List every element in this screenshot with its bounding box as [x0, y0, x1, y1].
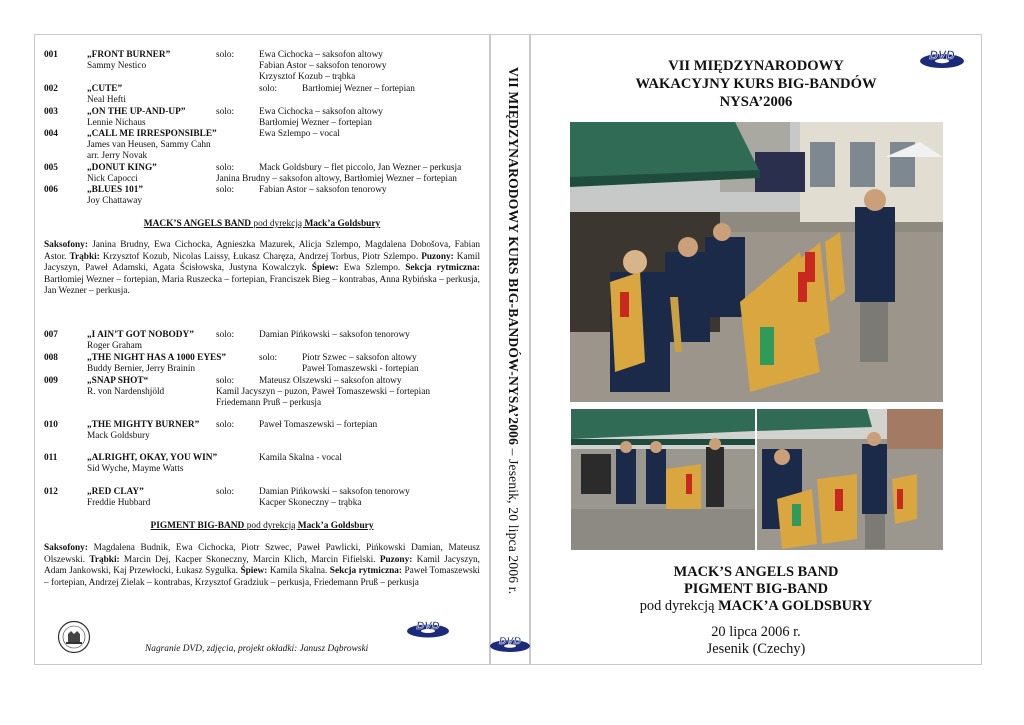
dvd-logo-text: DVD [416, 620, 440, 632]
track-title: „I AIN’T GOT NOBODY” [87, 330, 194, 340]
track-composer: Sammy Nestico [87, 61, 147, 72]
school-seal-icon [57, 620, 91, 654]
spine-subtitle: – Jesenik, 20 lipca 2006 r. [506, 445, 521, 595]
track-solo: Paweł Tomaszewski - fortepian [302, 364, 419, 375]
lineup-section-label: Śpiew: [311, 263, 339, 274]
track-number: 007 [44, 330, 58, 340]
track-title: „RED CLAY” [87, 487, 144, 497]
track-composer: Lennie Nichaus [87, 118, 146, 129]
band1-lineup [44, 240, 480, 298]
band2-heading-mid: pod dyrekcją [244, 521, 298, 531]
solo-label: solo: [259, 84, 278, 94]
lineup-section-text: Marcin Dej, Kacper Skoneczny, Marcin Klich, Marcin Fifielski. [119, 554, 380, 565]
track-solo: Mateusz Olszewski – saksofon altowy [259, 376, 402, 386]
track-title: „FRONT BURNER” [87, 50, 171, 60]
track-solo: Friedemann Pruß – perkusja [216, 398, 322, 409]
lineup-section-label: Saksofony: [44, 543, 88, 553]
track-title: „SNAP SHOT“ [87, 376, 149, 386]
main-band-photo [570, 122, 943, 402]
track-title: „ON THE UP-AND-UP” [87, 107, 186, 117]
track-composer: Neal Hefti [87, 95, 126, 106]
solo-label: solo: [216, 185, 235, 195]
front-title-line-1: VII MIĘDZYNARODOWY [668, 58, 844, 74]
lineup-section-text: Kamil Jacyszyn, Adam Jankowski, Kaj Przewłocki, Łukasz Sygulka. [44, 554, 480, 577]
lineup-section-label: Saksofony: [44, 240, 88, 250]
track-title: „ALRIGHT, OKAY, YOU WIN” [87, 453, 218, 463]
track-title: „THE MIGHTY BURNER” [87, 420, 200, 430]
track-solo: Kacper Skoneczny – trąbka [259, 498, 362, 509]
dvd-logo-icon [406, 617, 450, 639]
lineup-section-text: Kamila Skalna. [267, 566, 330, 577]
solo-label: solo: [216, 420, 235, 430]
band2-heading-name: PIGMENT BIG-BAND [150, 521, 245, 531]
track-solo: Fabian Astor – saksofon tenorowy [259, 185, 387, 195]
track-composer: Joy Chattaway [87, 196, 142, 207]
spine-title [497, 67, 521, 657]
front-title-line-3: NYSA’2006 [719, 94, 793, 110]
track-solo: Damian Pińkowski – saksofon tenorowy [259, 487, 410, 497]
track-solo: Bartłomiej Wezner – fortepian [302, 84, 415, 94]
track-solo: Ewa Cichocka – saksofon altowy [259, 107, 383, 117]
track-solo: Piotr Szwec – saksofon altowy [302, 353, 417, 363]
track-composer: Mack Goldsbury [87, 431, 150, 442]
solo-label: solo: [216, 330, 235, 340]
track-composer: Roger Graham [87, 341, 142, 352]
band2-heading-director: Mack’a Goldsbury [297, 521, 374, 531]
track-number: 005 [44, 163, 58, 173]
band1-heading [34, 219, 490, 229]
track-number: 012 [44, 487, 58, 497]
track-solo: Damian Pińkowski – saksofon tenorowy [259, 330, 410, 340]
lineup-section-label: Sekcja rytmiczna: [405, 263, 480, 274]
front-place: Jesenik (Czechy) [706, 641, 806, 657]
lineup-section-text: Magdalena Budnik, Ewa Cichocka, Piotr Szwec, Paweł Pawlicki, Pińkowski Damian, Mateusz Olszewski. [44, 543, 480, 565]
solo-label: solo: [259, 353, 278, 363]
track-solo: Ewa Cichocka – saksofon altowy [259, 50, 383, 60]
front-dvd-logo-text: DVD [929, 48, 955, 62]
track-title: „BLUES 101” [87, 185, 144, 195]
track-solo: Kamil Jacyszyn – puzon, Paweł Tomaszewski – fortepian [216, 387, 430, 398]
track-number: 010 [44, 420, 58, 430]
front-director-name: MACK’A GOLDSBURY [718, 598, 873, 614]
track-number: 008 [44, 353, 58, 363]
track-title: „CUTE” [87, 84, 123, 94]
track-number: 003 [44, 107, 58, 117]
solo-label: solo: [216, 163, 235, 173]
small-band-photo-right [757, 409, 943, 550]
band1-heading-name: MACK’S ANGELS BAND [143, 219, 252, 229]
track-arranger: arr. Jerry Novak [87, 151, 148, 162]
small-band-photo-left [571, 409, 755, 550]
track-composer: Buddy Bernier, Jerry Brainin [87, 364, 196, 375]
solo-label: solo: [216, 487, 235, 497]
track-number: 002 [44, 84, 58, 94]
track-number: 004 [44, 129, 58, 139]
band1-heading-mid: pod dyrekcją [251, 219, 305, 229]
front-director-prefix: pod dyrekcją [639, 598, 719, 614]
front-band1: MACK’S ANGELS BAND [673, 564, 839, 580]
lineup-section-label: Trąbki: [69, 251, 100, 262]
track-composer: R. von Nardenshjöld [87, 387, 165, 398]
solo-label: solo: [216, 50, 235, 60]
front-title [530, 57, 982, 111]
lineup-section-text: Kamil Jacyszyn, Paweł Adamski, Agata Ścisłowska, Justyna Kowalczyk. [44, 251, 481, 274]
track-composer: Nick Capocci [87, 174, 138, 185]
lineup-section-text: Krzysztof Kozub, Nicolas Laissy, Łukasz Charęza, Andrzej Torbus, Piotr Szlempo. [99, 251, 422, 262]
lineup-section-label: Sekcja rytmiczna: [329, 566, 402, 577]
lineup-section-label: Puzony: [421, 251, 454, 262]
track-number: 006 [44, 185, 58, 195]
spine-dvd-logo-text: DVD [498, 635, 522, 647]
credit-line: Nagranie DVD, zdjęcia, projekt okładki: Janusz Dąbrowski [145, 644, 369, 654]
track-solo: Paweł Tomaszewski – fortepian [259, 420, 378, 430]
track-solo: Kamila Skalna - vocal [259, 453, 342, 463]
track-solo: Ewa Szlempo – vocal [259, 129, 340, 139]
track-number: 009 [44, 376, 58, 386]
band2-lineup [44, 543, 480, 589]
spine-dvd-logo-icon [489, 633, 531, 653]
front-title-line-2: WAKACYJNY KURS BIG-BANDÓW [635, 76, 877, 92]
band2-heading [34, 521, 490, 531]
track-solo: Mack Goldsbury – flet piccolo, Jan Wezner – perkusja [259, 163, 462, 173]
solo-label: solo: [216, 376, 235, 386]
front-band2: PIGMENT BIG-BAND [683, 581, 829, 597]
track-composer: Freddie Hubbard [87, 498, 151, 509]
spine-title-main: VII MIĘDZYNARODOWY KURS BIG-BANDÓW-NYSA’2006 [506, 67, 521, 446]
track-composer: Sid Wyche, Mayme Watts [87, 464, 184, 475]
track-title: „DONUT KING” [87, 163, 157, 173]
lineup-section-text: Paweł Tomaszewski – fortepian, Andrzej Zielak – kontrabas, Krzysztof Gradziuk – perkusja, Friedemann Pruß – perkusja [44, 566, 481, 588]
lineup-section-text: Bartłomiej Wezner – fortepian, Maria Ruszecka – fortepian, Franciszek Bieg – kontrabas, Anna Rybińska – perkusja, Jan Wezner – perkusja. [44, 274, 480, 297]
lineup-section-label: Trąbki: [89, 554, 120, 565]
band1-heading-director: Mack’a Goldsbury [304, 219, 381, 229]
lineup-section-text: Janina Brudny, Ewa Cichocka, Agnieszka Mazurek, Alicja Szlempo, Magdalena Dobošova, Fabian Astor. [44, 240, 480, 262]
lineup-section-text: Ewa Szlempo. [338, 263, 406, 274]
lineup-section-label: Śpiew: [240, 566, 268, 577]
lineup-section-label: Puzony: [379, 554, 413, 565]
track-solo: Bartłomiej Wezner – fortepian [259, 118, 372, 129]
track-number: 001 [44, 50, 58, 60]
solo-label: solo: [216, 107, 235, 117]
track-solo: Fabian Astor – saksofon tenorowy [259, 61, 387, 72]
track-composer: James van Heusen, Sammy Cahn [87, 140, 211, 151]
front-date: 20 lipca 2006 r. [711, 624, 801, 640]
front-director-line [530, 598, 982, 615]
track-solo: Krzysztof Kozub – trąbka [259, 72, 356, 83]
track-solo: Janina Brudny – saksofon altowy, Bartłomiej Wezner – fortepian [216, 174, 457, 185]
track-title: „THE NIGHT HAS A 1000 EYES” [87, 353, 227, 363]
track-number: 011 [44, 453, 58, 463]
track-title: „CALL ME IRRESPONSIBLE” [87, 129, 217, 139]
